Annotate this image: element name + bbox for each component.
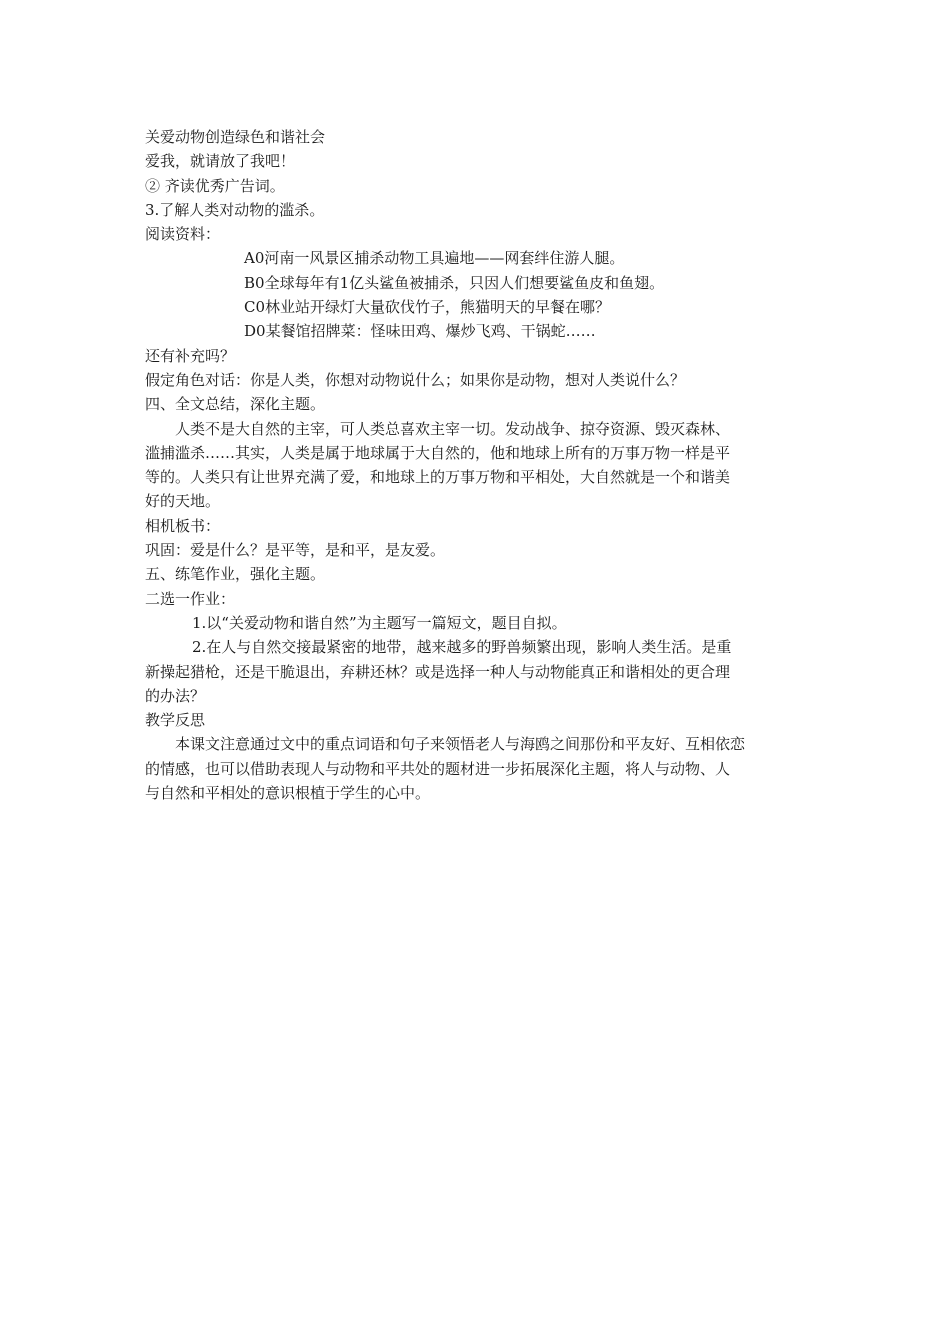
paragraph-line: 与自然和平相处的意识根植于学生的心中。 [145,784,431,803]
assignment-line: 新操起猎枪，还是干脆退出，弃耕还林？或是选择一种人与动物能真正和谐相处的更合理 [145,662,731,681]
assignment-line: 的办法？ [145,686,206,705]
slogan-line: 爱我，就请放了我吧！ [145,152,296,171]
section-heading: 四、全文总结，深化主题。 [145,395,326,414]
paragraph-line: 的情感，也可以借助表现人与动物和平共处的题材进一步拓展深化主题，将人与动物、人 [145,759,731,778]
reading-label: 阅读资料： [145,225,221,244]
document-body [145,125,805,805]
text-line: 二选一作业： [145,589,236,608]
assignment-line: 2.在人与自然交接最紧密的地带，越来越多的野兽频繁出现，影响人类生活。是重 [192,638,732,657]
paragraph-line: 本课文注意通过文中的重点词语和句子来领悟老人与海鸥之间那份和平友好、互相依恋 [175,735,746,754]
text-line: 巩固：爱是什么？是平等，是和平，是友爱。 [145,541,446,560]
paragraph-line: 滥捕滥杀……其实，人类是属于地球属于大自然的，他和地球上所有的万事万物一样是平 [145,443,731,462]
reading-item: B0全球每年有1亿头鲨鱼被捕杀，只因人们想要鲨鱼皮和鱼翅。 [244,273,665,292]
paragraph-line: 等的。人类只有让世界充满了爱，和地球上的万事万物和平相处，大自然就是一个和谐美 [145,468,731,487]
step-line: ② 齐读优秀广告词。 [145,176,285,195]
paragraph-line: 人类不是大自然的主宰，可人类总喜欢主宰一切。发动战争、掠夺资源、毁灭森林、 [175,419,731,438]
text-line: 假定角色对话：你是人类，你想对动物说什么；如果你是动物，想对人类说什么？ [145,370,686,389]
reading-item: A0河南一风景区捕杀动物工具遍地——网套绊住游人腿。 [244,249,625,268]
section-heading: 3.了解人类对动物的滥杀。 [145,200,325,219]
slogan-line: 关爱动物创造绿色和谐社会 [145,128,326,146]
assignment-line: 1.以“关爱动物和谐自然”为主题写一篇短文，题目自拟。 [192,613,567,632]
text-line: 还有补充吗？ [145,346,236,365]
text-line: 相机板书： [145,516,221,535]
section-heading: 教学反思 [145,711,206,730]
paragraph-line: 好的天地。 [145,492,221,511]
reading-item: D0某餐馆招牌菜：怪味田鸡、爆炒飞鸡、干锅蛇…… [244,322,596,341]
reading-item: C0林业站开绿灯大量砍伐竹子，熊猫明天的早餐在哪？ [244,298,611,317]
section-heading: 五、练笔作业，强化主题。 [145,565,326,584]
